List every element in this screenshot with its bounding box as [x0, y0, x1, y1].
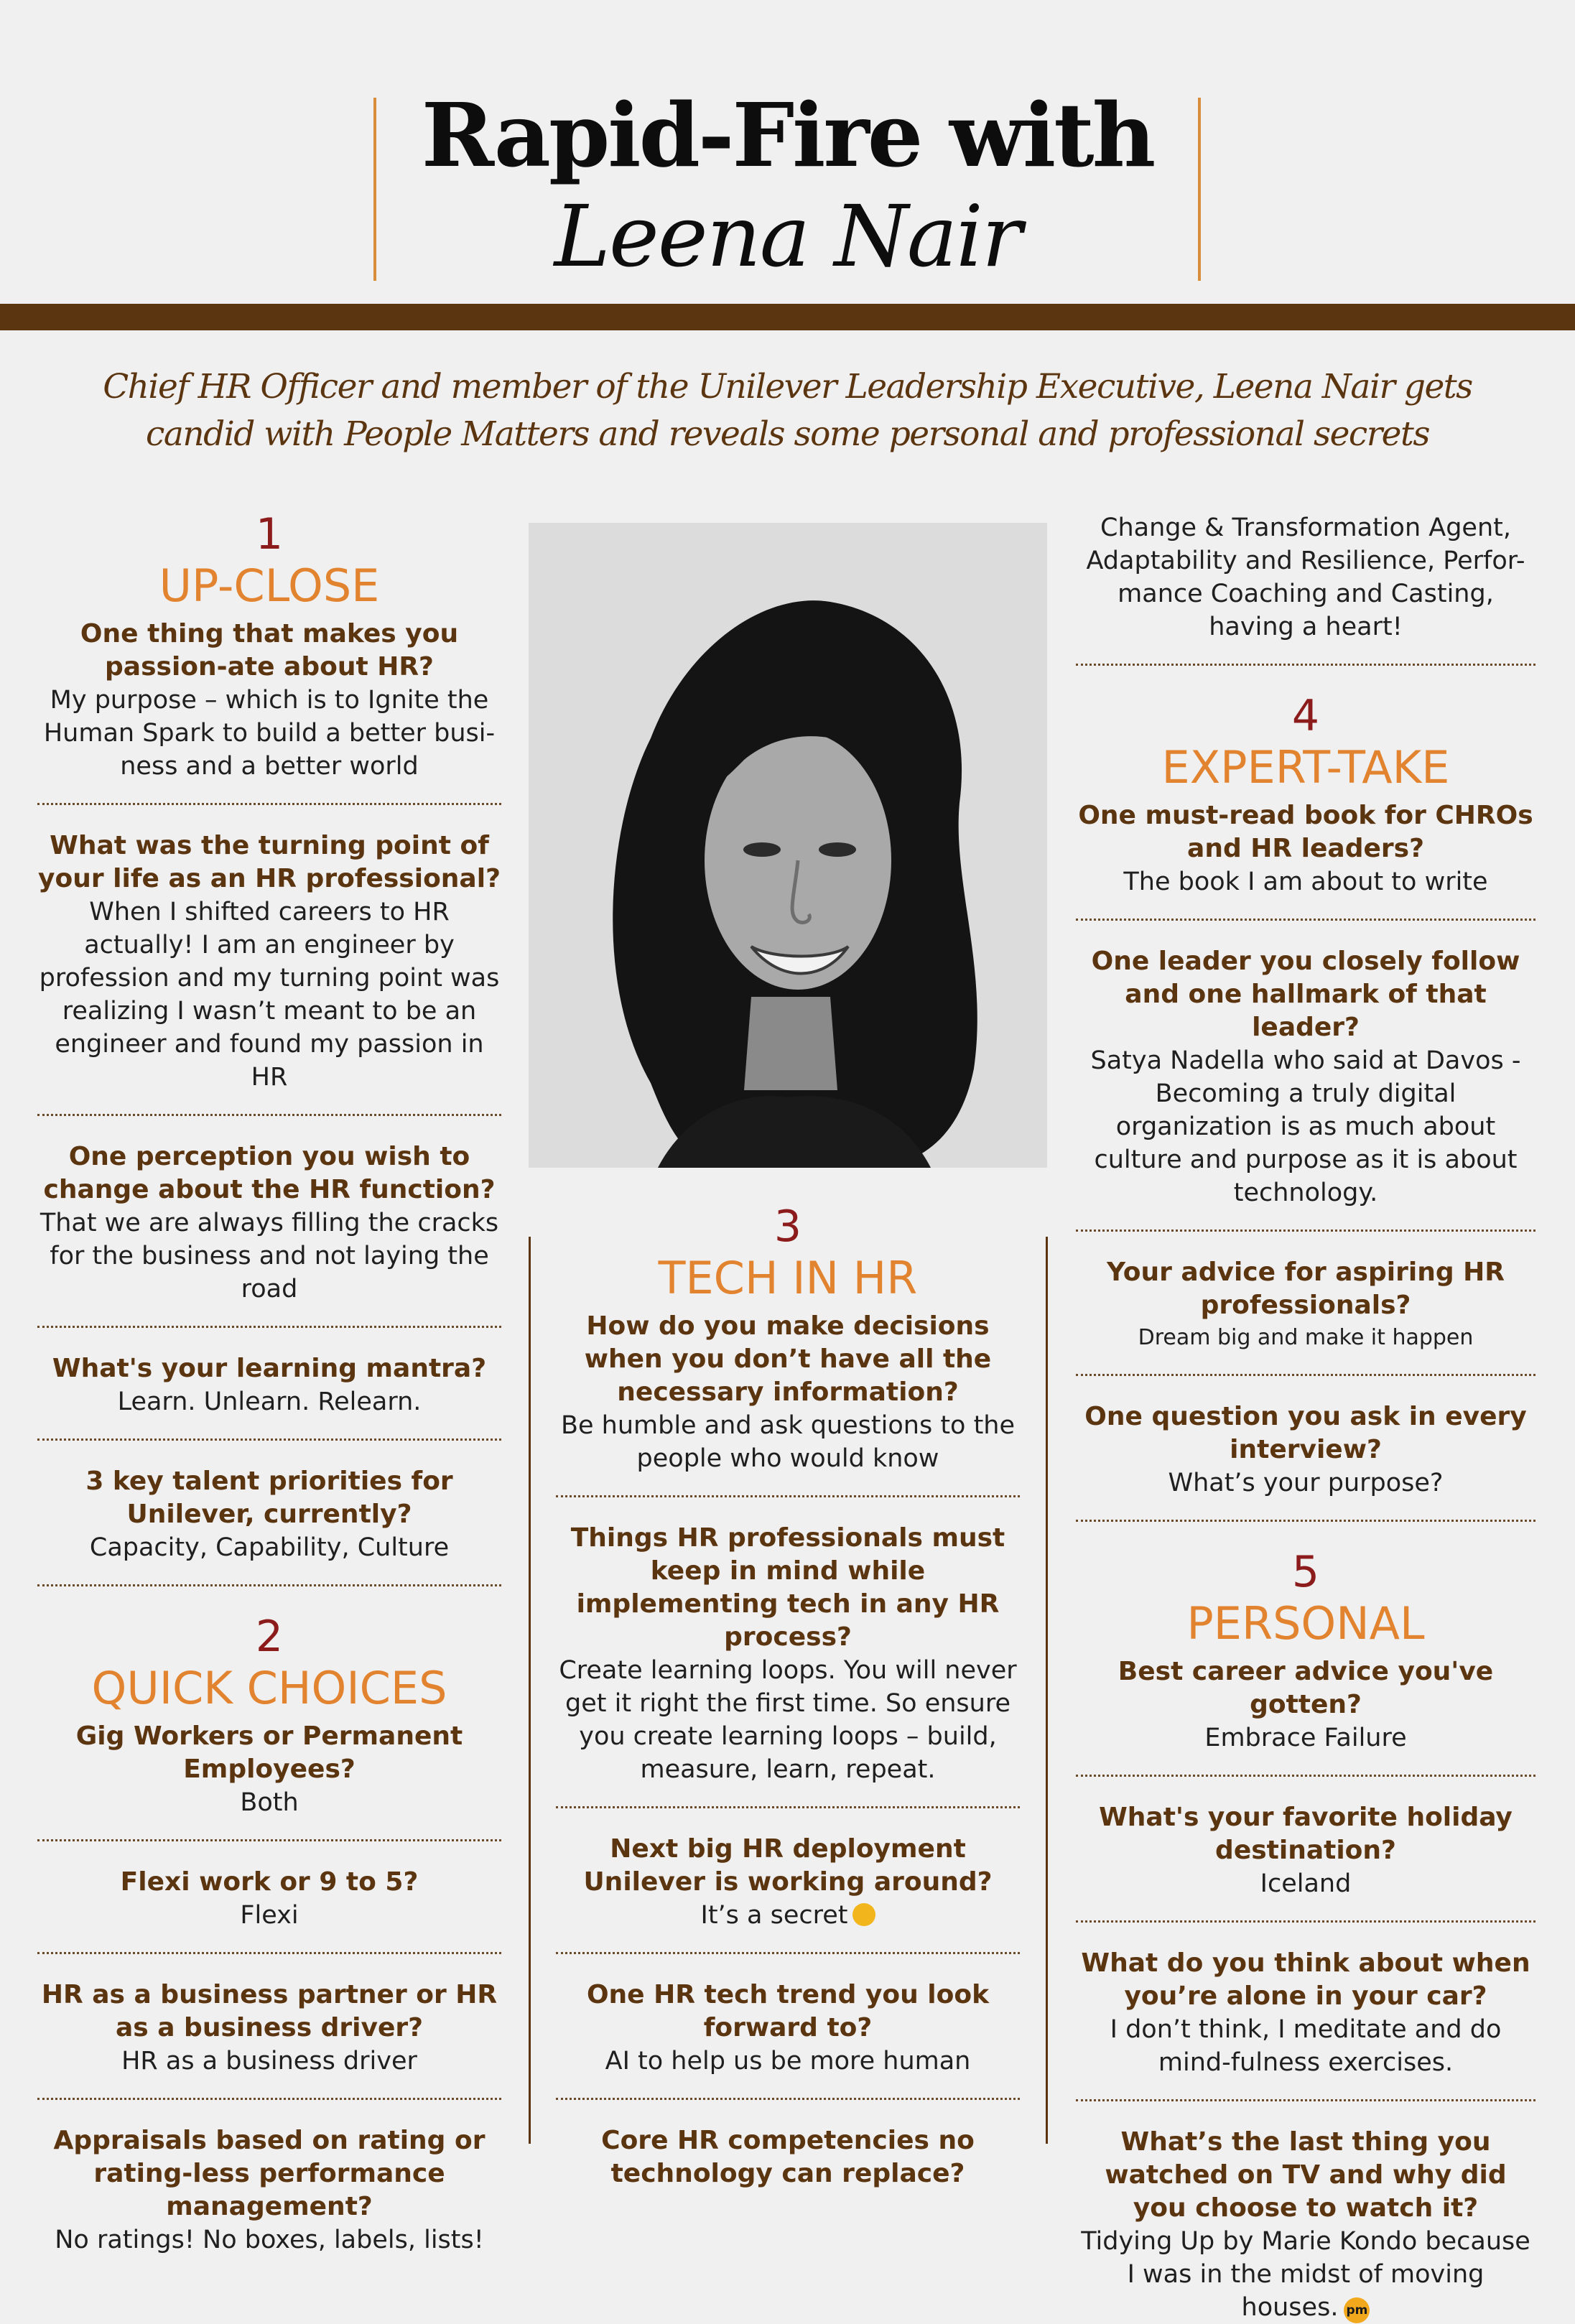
answer: Flexi [240, 1901, 299, 1930]
answer: AI to help us be more human [605, 2047, 971, 2076]
answer-with-emoji [556, 1899, 1020, 1932]
answer: Embrace Failure [1204, 1724, 1407, 1752]
dotted-divider [556, 1952, 1020, 1954]
dotted-divider [37, 1584, 501, 1586]
dotted-divider [1076, 1775, 1535, 1777]
answer: I don’t think, I meditate and do mind-fulness exercises. [1110, 2015, 1502, 2077]
column-divider-left [529, 1237, 531, 2144]
question: What's your favorite holiday destination? [1099, 1803, 1513, 1865]
column-right [1076, 511, 1535, 2324]
question: Core HR competencies no technology can replace? [601, 2126, 975, 2188]
dotted-divider [1076, 1920, 1535, 1923]
answer-continued: Change & Transformation Agent, Adaptability and Resilience, Perfor-mance Coaching and Casting, having a heart! [1086, 513, 1525, 641]
dotted-divider [37, 1839, 501, 1841]
section-number: 1 [255, 509, 284, 559]
column-left [37, 508, 501, 2256]
section-number: 4 [1291, 691, 1320, 741]
dotted-divider [556, 2098, 1020, 2100]
dotted-divider [1076, 919, 1535, 921]
section-number: 2 [255, 1612, 284, 1662]
answer: Create learning loops. You will never get it right the first time. So ensure you create learning loops – build, measure, learn, repeat. [559, 1656, 1017, 1784]
dotted-divider [37, 1326, 501, 1328]
answer: My purpose – which is to Ignite the Human Spark to build a better busi-ness and a better world [43, 686, 496, 781]
question: Things HR professionals must keep in mind while implementing tech in any HR process? [570, 1523, 1005, 1652]
portrait-photo [529, 523, 1047, 1168]
question: Your advice for aspiring HR professionals? [1107, 1258, 1505, 1320]
dotted-divider [1076, 1520, 1535, 1522]
smiley-icon [852, 1903, 875, 1926]
answer: HR as a business driver [121, 2047, 417, 2076]
question: What do you think about when you’re alone in your car? [1081, 1948, 1530, 2011]
column-divider-right [1046, 1237, 1048, 2144]
question: One thing that makes you passion-ate about HR? [80, 619, 459, 682]
section-number: 5 [1291, 1547, 1320, 1597]
question: One leader you closely follow and one hallmark of that leader? [1091, 947, 1520, 1042]
dotted-divider [556, 1806, 1020, 1808]
answer: Learn. Unlearn. Relearn. [117, 1388, 422, 1416]
question: Best career advice you've gotten? [1118, 1657, 1494, 1719]
question: HR as a business partner or HR as a business driver? [41, 1980, 498, 2042]
question: One HR tech trend you look forward to? [586, 1980, 990, 2042]
answer: The book I am about to write [1123, 868, 1488, 896]
dotted-divider [556, 1495, 1020, 1497]
question: Next big HR deployment Unilever is working around? [583, 1834, 993, 1897]
question: What’s the last thing you watched on TV and why did you choose to watch it? [1105, 2127, 1507, 2223]
section-title-personal: PERSONAL [1186, 1597, 1425, 1650]
question: Flexi work or 9 to 5? [120, 1867, 419, 1897]
page-header [0, 0, 1575, 302]
page-subtitle-name: Leena Nair [554, 187, 1021, 286]
question: What was the turning point of your life as an HR professional? [38, 831, 501, 893]
question: What's your learning mantra? [52, 1354, 487, 1383]
answer: Tidying Up by Marie Kondo because I was in the midst of moving houses. [1081, 2227, 1530, 2322]
portrait-icon [529, 523, 1047, 1168]
question: 3 key talent priorities for Unilever, currently? [85, 1467, 453, 1529]
answer: When I shifted careers to HR actually! I am an engineer by profession and my turning point was realizing I wasn’t meant to be an engineer and found my passion in HR [39, 898, 500, 1092]
section-title-quick-choices: QUICK CHOICES [91, 1662, 447, 1714]
people-matters-logo-icon: pm [1344, 2297, 1370, 2323]
dotted-divider [37, 2098, 501, 2100]
question: Appraisals based on rating or rating-less performance management? [53, 2126, 485, 2221]
page-title: Rapid-Fire with [421, 83, 1154, 187]
question: How do you make decisions when you don’t have all the necessary information? [584, 1311, 992, 1407]
section-number: 3 [773, 1201, 802, 1252]
answer: That we are always filling the cracks for the business and not laying the road [40, 1209, 499, 1303]
question: One must-read book for CHROs and HR leaders? [1078, 801, 1533, 863]
section-title-up-close: UP-CLOSE [159, 559, 380, 612]
dotted-divider [37, 1438, 501, 1441]
answer: Dream big and make it happen [1138, 1325, 1474, 1350]
answer: Be humble and ask questions to the people who would know [560, 1411, 1016, 1473]
answer: No ratings! No boxes, labels, lists! [55, 2226, 484, 2254]
answer: Capacity, Capability, Culture [89, 1533, 450, 1562]
answer: It’s a secret [700, 1901, 848, 1930]
answer: Iceland [1260, 1869, 1352, 1898]
answer: What’s your purpose? [1168, 1469, 1444, 1497]
section-title-expert-take: EXPERT-TAKE [1161, 741, 1450, 794]
dotted-divider [1076, 1230, 1535, 1232]
dotted-divider [1076, 2099, 1535, 2101]
dotted-divider [37, 1114, 501, 1116]
answer: Both [240, 1788, 299, 1817]
answer-with-logo [1076, 2225, 1535, 2324]
question: Gig Workers or Permanent Employees? [75, 1721, 463, 1784]
dotted-divider [1076, 1374, 1535, 1376]
section-title-tech-in-hr: TECH IN HR [658, 1252, 918, 1304]
question: One perception you wish to change about the HR function? [43, 1142, 496, 1204]
answer: Satya Nadella who said at Davos - Becoming a truly digital organization is as much about culture and purpose as it is about technology. [1090, 1046, 1521, 1207]
dotted-divider [37, 803, 501, 805]
dotted-divider [37, 1952, 501, 1954]
column-middle [556, 1201, 1020, 2190]
question: One question you ask in every interview? [1084, 1402, 1527, 1464]
intro-text: Chief HR Officer and member of the Unilever Leadership Executive, Leena Nair gets candid with People Matters and reveals some personal and professional secrets [103, 367, 1472, 454]
header-divider-band [0, 304, 1575, 330]
dotted-divider [1076, 664, 1535, 666]
